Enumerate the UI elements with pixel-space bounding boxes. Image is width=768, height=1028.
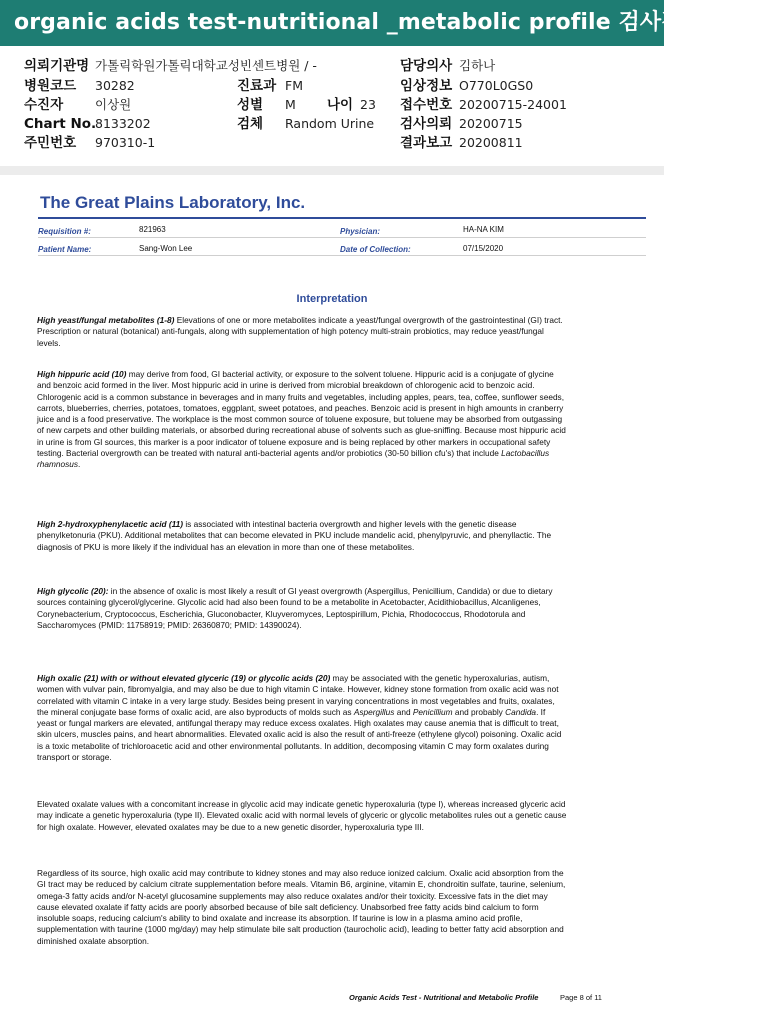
paragraph-oxalate-types: Elevated oxalate values with a concomitant increase in glycolic acid may indicate genetic hyperoxaluria (type I), whereas increased glyceric acid may indicate a genetic hyperoxaluria (type II). Elevated oxalic acid with normal levels of glyceric or glycolic metabolites rules out a genetic cause for high oxalate. However, elevated oxalates may be due to a new genetic disorder, hyperoxaluria type III. [37, 799, 567, 832]
patient-name-value: Sang-Won Lee [139, 244, 193, 253]
receiver-label: 수진자 [24, 97, 64, 113]
physician-label: Physician: [340, 227, 381, 236]
clinical-info-label: 임상정보 [400, 78, 453, 94]
specimen-value: Random Urine [285, 116, 375, 131]
paragraph-hippuric-body: may derive from food, GI bacterial activity, or exposure to the solvent toluene. Hippuric acid is a conjugate of glycine and benzoic acid formed in the liver. Most hippuric acid in urine is derived from microbial breakdown of chlorogenic acid to benzoic acid. Chlorogenic acid is a common substance in beverages and in many fruits and vegetables, including apples, pears, tea, coffee, sunflower seeds, carrots, blueberries, cherries, potatoes, tomatoes, eggplant, sweet potatoes, and peaches. Benzoic acid is present in high amounts in cranberry juice and is a food preservative. The workplace is the most common source of toluene exposure, but toluene may be absorbed from outgassing of new carpets and other building materials, or absorbed during recreational abuse of solvents such as glue-sniffing. Because most hippuric acid in urine is from GI sources, this marker is a poor indicator of toluene exposure and is being replaced by other markers in occupational safety testing. Bacterial overgrowth can be treated with natural anti-bacterial agents and/or probiotics (30-50 billion cfu's) that include [37, 369, 566, 459]
report-date-label: 결과보고 [400, 135, 453, 151]
rrn-value: 970310-1 [95, 135, 156, 150]
paragraph-oxalic-body-b: . If yeast or fungal markers are elevated, antifungal therapy may reduce excess oxalates. High oxalates may cause anemia that is difficult to treat, skin ulcers, muscles pains, and heart abnormalities. Elevated oxalic acid is also the result of anti-freeze (ethylene glycol) poisoning. Oxalic acid is a toxic metabolite of trichloroacetic acid and other environmental pollutants. In addition, decomposing vitamin C may form oxalates during transport or storage. [37, 706, 562, 763]
clinical-info-value: O770L0GS0 [459, 78, 534, 93]
report-banner-title: organic acids test-nutritional _metabolic profile 검사결과보고서 [0, 0, 664, 46]
paragraph-oxalic-candida: Candida [505, 706, 537, 717]
footer-page-number: Page 8 of 11 [560, 993, 602, 1002]
paragraph-glycolic-body: in the absence of oxalic is most likely a result of GI yeast overgrowth (Aspergillus, Penicillium, Candida) or due to dietary sources containing glycerol/glycerine. Glycolic acid had also been found to be a metabolite in Acetobacter, Acidithiobacillus, Alcanligenes, Corynebacterium, Cryptococcus, Escherichia, Gluconobacter, Kluyveromyces, Leptospirillum, Pichia, Rhodococcus, Rhodotorula and Saccharomyces (PMID: 11758919; PMID: 26360870; PMID: 14390024). [37, 586, 553, 630]
paragraph-oxalic [37, 673, 567, 763]
paragraph-2-hydroxyphenylacetic [37, 519, 567, 553]
hospital-code-value: 30282 [95, 78, 135, 93]
report-page [0, 175, 664, 1028]
lab-divider [38, 217, 646, 219]
meta-divider-1 [38, 237, 646, 238]
rrn-label: 주민번호 [24, 135, 77, 151]
request-date-value: 20200715 [459, 116, 523, 131]
paragraph-hippuric-end: . [78, 459, 81, 470]
collection-date-value: 07/15/2020 [463, 244, 504, 253]
paragraph-yeast-body: Elevations of one or more metabolites indicate a yeast/fungal overgrowth of the gastrointestinal (GI) tract. Prescription or natural (botanical) anti-fungals, along with supplementation of high potency multi-strain probiotics, may reduce yeast/fungal levels. [37, 315, 563, 348]
doctor-label: 담당의사 [400, 58, 453, 74]
section-separator [0, 166, 664, 175]
paragraph-hippuric-heading: High hippuric acid (10) [37, 369, 127, 379]
report-date-value: 20200811 [459, 135, 523, 150]
physician-value: HA-NA KIM [463, 225, 504, 234]
sex-value: M [285, 97, 296, 112]
sex-label: 성별 [237, 97, 264, 113]
requisition-label: Requisition #: [38, 227, 91, 236]
paragraph-oxalic-aspergillus: Aspergillus [353, 706, 395, 717]
paragraph-glycolic-heading: High glycolic (20): [37, 586, 109, 596]
specimen-label: 검체 [237, 116, 264, 132]
paragraph-2-hydroxyphenylacetic-body: is associated with intestinal bacteria overgrowth and higher levels with the genetic disease phenylketonuria (PKU). Additional metabolites that can become elevated in PKU include mandelic acid, phenylpyruvic, and phenyllactic. The diagnosis of PKU is more likely if the individual has an elevation in more than one of these metabolites. [37, 519, 552, 552]
paragraph-hippuric [37, 369, 567, 471]
department-value: FM [285, 78, 303, 93]
paragraph-oxalic-body-a: may be associated with the genetic hyperoxalurias, autism, women with vulvar pain, fibromyalgia, and may also be due to high vitamin C intake. However, kidney stone formation from oxalic acid was not correlated with vitamin C intake in a very large study. Besides being present in varying concentrations in most vegetables and fruits, oxalates, the mineral conjugate base forms of oxalic acid, are also byproducts of molds such as [37, 673, 559, 717]
institution-label: 의뢰기관명 [24, 58, 90, 74]
paragraph-yeast [37, 315, 567, 349]
institution-value: 가톨릭학원가톨릭대학교성빈센트병원 / - [95, 58, 317, 73]
chart-no-value: 8133202 [95, 116, 151, 131]
hospital-code-label: 병원코드 [24, 78, 77, 94]
patient-header [0, 46, 664, 166]
requisition-value: 821963 [139, 225, 166, 234]
department-label: 진료과 [237, 78, 277, 94]
paragraph-oxalic-heading: High oxalic (21) with or without elevated glyceric (19) or glycolic acids (20) [37, 673, 331, 683]
age-value: 23 [360, 97, 376, 112]
request-date-label: 검사의뢰 [400, 116, 453, 132]
paragraph-oxalate-treatment: Regardless of its source, high oxalic acid may contribute to kidney stones and may also reduce ionized calcium. Oxalic acid absorption from the GI tract may be reduced by calcium citrate supplementation before meals. Vitamin B6, arginine, vitamin E, chondroitin sulfate, taurine, selenium, omega-3 fatty acids and/or N-acetyl glucosamine supplements may also reduce oxalates and/or their toxicity. Excessive fats in the diet may cause elevated oxalate if fatty acids are poorly absorbed because of bile salt deficiency. Unabsorbed free fatty acids bind calcium to form insoluble soaps, reducing calcium's ability to bind oxalate and increase its absorption. If taurine is low in a plasma amino acid profile, supplementation with taurine (1000 mg/day) may help stimulate bile salt production (taurocholic acid), leading to better fatty acid absorption and diminished oxalate absorption. [37, 868, 566, 946]
paragraph-2-hydroxyphenylacetic-heading: High 2-hydroxyphenylacetic acid (11) [37, 519, 184, 529]
paragraph-hippuric-species: Lactobacillus rhamnosus [37, 448, 550, 470]
paragraph-yeast-heading: High yeast/fungal metabolites (1-8) [37, 315, 175, 325]
receipt-no-label: 접수번호 [400, 97, 453, 113]
lab-name: The Great Plains Laboratory, Inc. [40, 193, 306, 212]
paragraph-oxalic-probably: and probably [452, 706, 506, 717]
meta-divider-2 [38, 255, 646, 256]
receiver-value: 이상원 [95, 97, 132, 112]
collection-date-label: Date of Collection: [340, 245, 411, 254]
paragraph-oxalic-penicillium: Penicillium [412, 706, 453, 717]
patient-name-label: Patient Name: [38, 245, 92, 254]
paragraph-oxalic-and: and [394, 706, 413, 717]
age-label: 나이 [327, 97, 354, 113]
receipt-no-value: 20200715-24001 [459, 97, 567, 112]
footer-report-title: Organic Acids Test - Nutritional and Metabolic Profile [349, 993, 539, 1002]
chart-no-label: Chart No. [24, 116, 97, 132]
interpretation-title: Interpretation [296, 293, 368, 305]
paragraph-glycolic [37, 586, 567, 631]
doctor-value: 김하나 [459, 58, 496, 73]
